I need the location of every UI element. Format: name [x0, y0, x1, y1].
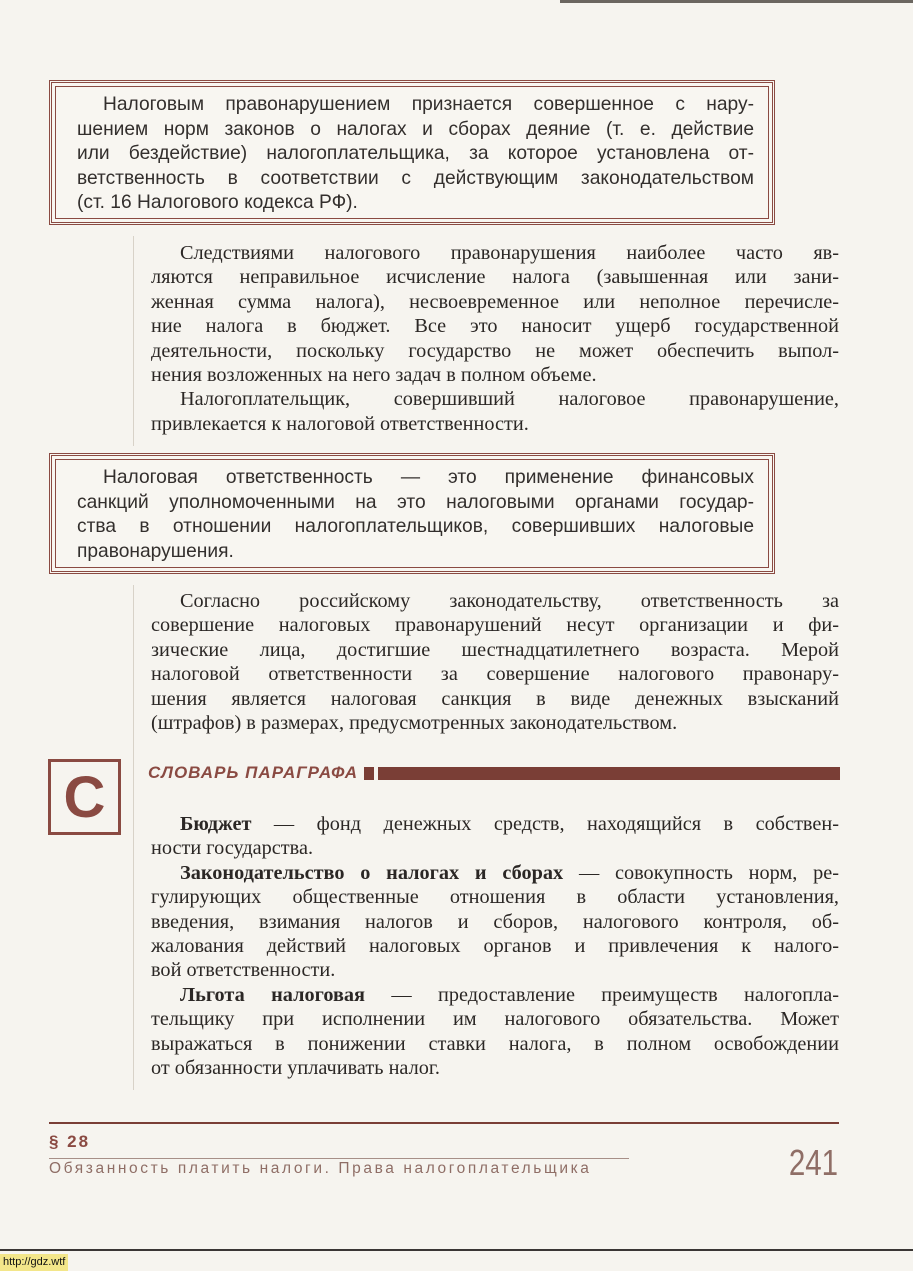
vocabulary-term: Законодательство о налогах и сборах — [180, 861, 564, 884]
vocabulary-bar-marker — [364, 767, 374, 780]
vocabulary-entry-line: вой ответственности. — [151, 959, 336, 982]
text-line: (штрафов) в размерах, предусмотренных законодательством. — [151, 711, 678, 734]
section-title: Обязанность платить налоги. Права налогоплательщика — [49, 1160, 592, 1177]
text-line: Согласно российскому законодательству, ответственность за — [180, 590, 839, 612]
vocabulary-entries — [151, 812, 839, 1080]
text-line: привлекается к налоговой ответственности. — [151, 412, 529, 435]
vocabulary-entry-line: Бюджет — фонд денежных средств, находящийся в собствен- — [180, 813, 839, 835]
definition-line: санкций уполномоченными на это налоговыми органами государ- — [77, 491, 754, 513]
vocabulary-term: Льгота налоговая — [180, 983, 366, 1006]
section-number: § 28 — [49, 1132, 91, 1151]
vocabulary-bar — [378, 767, 840, 780]
text-line: нения возложенных на него задач в полном объеме. — [151, 363, 597, 386]
definition-line: ства в отношении налогоплательщиков, совершивших налоговые — [77, 516, 754, 538]
bottom-edge-rule — [0, 1249, 913, 1251]
text-line: шения является налоговая санкция в виде денежных взысканий — [151, 687, 839, 710]
text-line: деятельности, поскольку государство не может обеспечить выпол- — [151, 339, 839, 362]
text-line: Налогоплательщик, совершивший налоговое правонарушение, — [180, 388, 839, 411]
text-line: совершение налоговых правонарушений несут организации и фи- — [151, 614, 839, 637]
definition-line: Налоговая ответственность — это применение финансовых — [103, 467, 754, 488]
vocabulary-entry-line: выражаться в понижении ставки налога, в полном освобождении — [151, 1032, 839, 1055]
margin-line — [133, 236, 134, 446]
footer-divider — [49, 1122, 839, 1124]
vocabulary-entry-line: тельщику при исполнении им налогового обязательства. Может — [151, 1008, 839, 1031]
definition-box-tax-liability — [49, 453, 775, 574]
vocabulary-letter-icon — [48, 759, 121, 835]
watermark-link[interactable]: http://gdz.wtf — [0, 1254, 68, 1271]
text-line: Следствиями налогового правонарушения наиболее часто яв- — [180, 242, 839, 264]
vocabulary-entry-line: ности государства. — [151, 837, 314, 860]
paragraph-consequences — [151, 241, 839, 436]
margin-line — [133, 585, 134, 1090]
definition-box-tax-offense — [49, 80, 775, 225]
text-line: женная сумма налога), несвоевременное или неполное перечисле- — [151, 290, 839, 313]
vocabulary-term: Бюджет — [180, 813, 252, 835]
vocabulary-letter: С — [63, 764, 106, 830]
paragraph-legislation — [151, 589, 839, 735]
text-line: зические лица, достигшие шестнадцатилетнего возраста. Мерой — [151, 638, 839, 661]
text-line: ляются неправильное исчисление налога (завышенная или зани- — [151, 266, 839, 289]
definition-line: (ст. 16 Налогового кодекса РФ). — [77, 192, 358, 214]
vocabulary-entry-line: от обязанности уплачивать налог. — [151, 1056, 440, 1079]
vocabulary-entry-line: Льгота налоговая — предоставление преимуществ налогопла- — [180, 983, 840, 1006]
footer-section-divider — [49, 1158, 629, 1159]
definition-line: Налоговым правонарушением признается совершенное с нару- — [103, 94, 754, 115]
definition-line: шением норм законов о налогах и сборах деяние (т. е. действие — [77, 118, 754, 140]
definition-line: правонарушения. — [77, 540, 234, 562]
definition-line: или бездействие) налогоплательщика, за которое установлена от- — [77, 143, 754, 165]
text-line: ние налога в бюджет. Все это наносит ущерб государственной — [151, 315, 839, 338]
vocabulary-entry-line: Законодательство о налогах и сборах — совокупность норм, ре- — [180, 861, 839, 884]
page-number: 241 — [788, 1142, 838, 1183]
text-line: налоговой ответственности за совершение налогового правонару- — [151, 663, 839, 686]
definition-line: ветственность в соответствии с действующим законодательством — [77, 167, 754, 189]
vocabulary-header — [148, 762, 840, 784]
vocabulary-entry-line: жалования действий налоговых органов и привлечения к налого- — [151, 934, 839, 957]
top-edge-rule — [560, 0, 913, 3]
vocabulary-entry-line: введения, взимания налогов и сборов, налогового контроля, об- — [151, 910, 839, 933]
vocabulary-entry-line: гулирующих общественные отношения в области установления, — [151, 886, 839, 909]
vocabulary-title: СЛОВАРЬ ПАРАГРАФА — [148, 763, 359, 782]
